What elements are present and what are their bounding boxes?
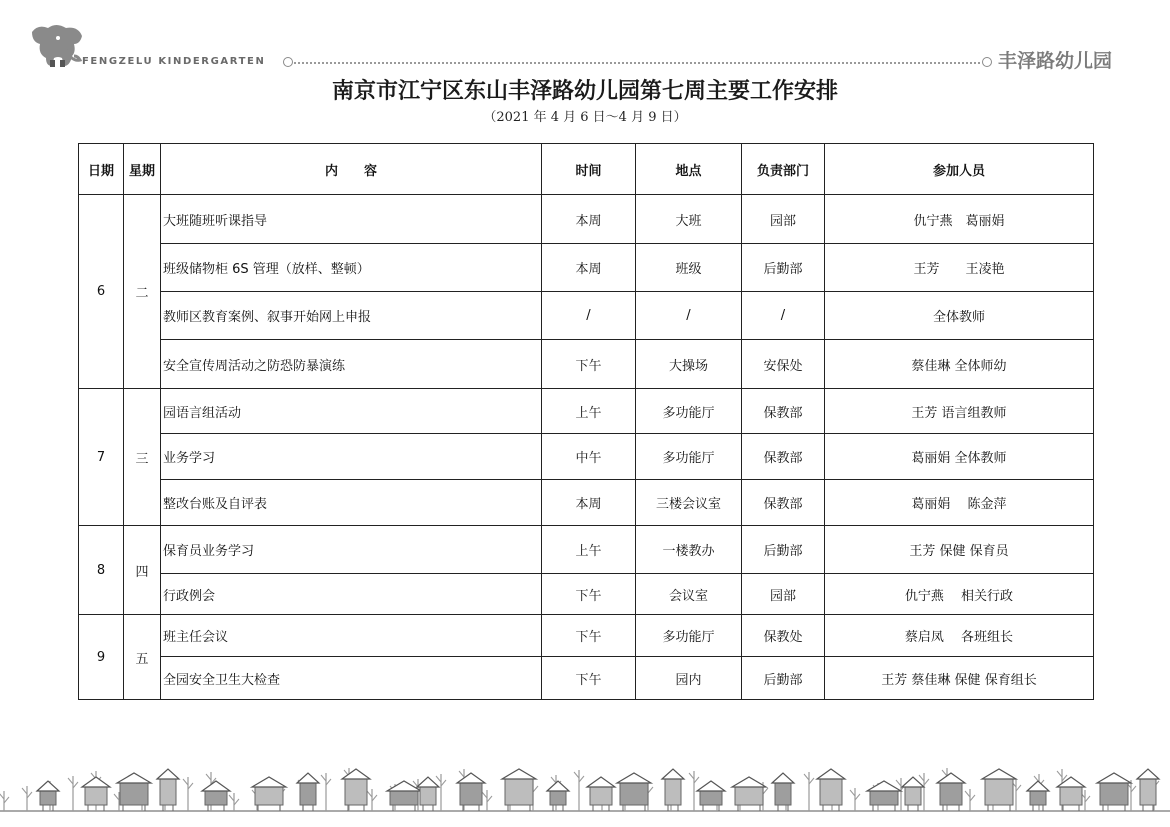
content-cell: 班主任会议	[161, 615, 542, 657]
table-row	[79, 657, 1094, 700]
time-cell: 下午	[542, 615, 636, 657]
dept-cell: 保教处	[742, 615, 825, 657]
people-cell: 王芳 保健 保育员	[825, 526, 1094, 574]
date-cell: 6	[79, 195, 124, 389]
dept-cell: 保教部	[742, 480, 825, 526]
people-cell: 蔡佳琳 全体师幼	[825, 340, 1094, 389]
place-cell: 大班	[636, 195, 742, 244]
place-cell: /	[636, 292, 742, 340]
page-header	[0, 0, 1170, 80]
place-cell: 多功能厅	[636, 389, 742, 434]
content-cell: 保育员业务学习	[161, 526, 542, 574]
people-cell: 葛丽娟 陈金萍	[825, 480, 1094, 526]
weekday-cell: 三	[124, 389, 161, 526]
time-cell: 下午	[542, 574, 636, 615]
page-subtitle: （2021 年 4 月 6 日～4 月 9 日）	[483, 110, 687, 125]
place-cell: 三楼会议室	[636, 480, 742, 526]
dept-cell: 后勤部	[742, 244, 825, 292]
content-cell: 业务学习	[161, 434, 542, 480]
time-cell: 上午	[542, 389, 636, 434]
content-cell: 安全宣传周活动之防恐防暴演练	[161, 340, 542, 389]
time-cell: 中午	[542, 434, 636, 480]
content-cell: 班级储物柜 6S 管理（放样、整顿）	[161, 244, 542, 292]
people-cell: 王芳 王凌艳	[825, 244, 1094, 292]
header-weekday: 星期	[124, 144, 161, 195]
people-cell: 葛丽娟 全体教师	[825, 434, 1094, 480]
table-row	[79, 615, 1094, 657]
place-cell: 会议室	[636, 574, 742, 615]
brand-name: 丰泽路幼儿园	[998, 50, 1113, 72]
logo-text: FENGZELU KINDERGARTEN	[82, 56, 266, 67]
place-cell: 园内	[636, 657, 742, 700]
header-divider	[286, 62, 980, 64]
place-cell: 大操场	[636, 340, 742, 389]
time-cell: 下午	[542, 657, 636, 700]
people-cell: 仇宁燕 相关行政	[825, 574, 1094, 615]
weekday-cell: 二	[124, 195, 161, 389]
dept-cell: 后勤部	[742, 526, 825, 574]
people-cell: 全体教师	[825, 292, 1094, 340]
schedule-table	[78, 143, 1094, 700]
table-row	[79, 574, 1094, 615]
table-row	[79, 434, 1094, 480]
divider-dot-right	[982, 57, 992, 67]
content-cell: 全园安全卫生大检查	[161, 657, 542, 700]
table-row	[79, 340, 1094, 389]
table-header-row	[79, 144, 1094, 195]
content-cell: 教师区教育案例、叙事开始网上申报	[161, 292, 542, 340]
elephant-logo-icon	[28, 22, 88, 70]
header-content: 内 容	[161, 144, 542, 195]
header-time: 时间	[542, 144, 636, 195]
date-cell: 7	[79, 389, 124, 526]
dept-cell: /	[742, 292, 825, 340]
place-cell: 一楼教办	[636, 526, 742, 574]
dept-cell: 园部	[742, 574, 825, 615]
dept-cell: 保教部	[742, 434, 825, 480]
content-cell: 园语言组活动	[161, 389, 542, 434]
table-row	[79, 195, 1094, 244]
people-cell: 王芳 语言组教师	[825, 389, 1094, 434]
content-cell: 大班随班听课指导	[161, 195, 542, 244]
date-cell: 9	[79, 615, 124, 700]
time-cell: 下午	[542, 340, 636, 389]
content-cell: 整改台账及自评表	[161, 480, 542, 526]
weekday-cell: 五	[124, 615, 161, 700]
place-cell: 多功能厅	[636, 434, 742, 480]
table-row	[79, 389, 1094, 434]
content-cell: 行政例会	[161, 574, 542, 615]
weekday-cell: 四	[124, 526, 161, 615]
divider-dot-left	[283, 57, 293, 67]
people-cell: 王芳 蔡佳琳 保健 保育组长	[825, 657, 1094, 700]
table-row	[79, 480, 1094, 526]
schedule-body	[79, 195, 1094, 700]
time-cell: /	[542, 292, 636, 340]
dept-cell: 后勤部	[742, 657, 825, 700]
dept-cell: 保教部	[742, 389, 825, 434]
people-cell: 仇宁燕 葛丽娟	[825, 195, 1094, 244]
dept-cell: 园部	[742, 195, 825, 244]
time-cell: 上午	[542, 526, 636, 574]
people-cell: 蔡启凤 各班组长	[825, 615, 1094, 657]
place-cell: 班级	[636, 244, 742, 292]
dept-cell: 安保处	[742, 340, 825, 389]
table-row	[79, 526, 1094, 574]
time-cell: 本周	[542, 195, 636, 244]
header-date: 日期	[79, 144, 124, 195]
header-people: 参加人员	[825, 144, 1094, 195]
time-cell: 本周	[542, 244, 636, 292]
village-footer-illustration	[0, 745, 1170, 827]
header-place: 地点	[636, 144, 742, 195]
date-cell: 8	[79, 526, 124, 615]
header-dept: 负责部门	[742, 144, 825, 195]
table-row	[79, 292, 1094, 340]
page-title: 南京市江宁区东山丰泽路幼儿园第七周主要工作安排	[331, 79, 838, 104]
table-row	[79, 244, 1094, 292]
place-cell: 多功能厅	[636, 615, 742, 657]
time-cell: 本周	[542, 480, 636, 526]
